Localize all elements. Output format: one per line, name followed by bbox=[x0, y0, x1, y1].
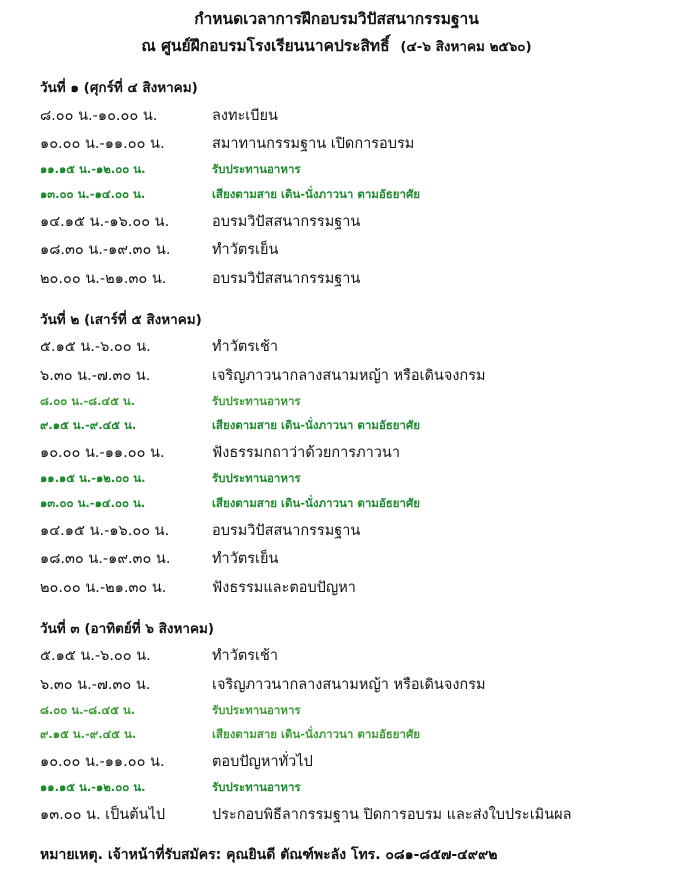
row-time: ๒๐.๐๐ น.-๒๑.๓๐ น. bbox=[40, 270, 167, 287]
row-time: ๕.๑๕ น.-๖.๐๐ น. bbox=[40, 339, 151, 356]
row-activity: เจริญภาวนากลางสนามหญ้า หรือเดินจงกรม bbox=[212, 676, 486, 693]
row-time: ๖.๓๐ น.-๗.๓๐ น. bbox=[40, 676, 151, 693]
schedule-row bbox=[40, 361, 673, 390]
schedule-row-meal bbox=[40, 390, 673, 415]
row-time: ๑๐.๐๐ น.-๑๑.๐๐ น. bbox=[40, 754, 165, 771]
schedule-row-meal bbox=[40, 723, 673, 748]
row-activity: ทำวัตรเช้า bbox=[212, 339, 278, 356]
schedule-row bbox=[40, 130, 673, 159]
row-time: ๑๑.๑๕ น.-๑๒.๐๐ น. bbox=[40, 471, 146, 486]
day-2-heading: วันที่ ๒ (เสาร์ที่ ๕ สิงหาคม) bbox=[40, 311, 202, 328]
title-date-range: (๔-๖ สิงหาคม ๒๕๖๐) bbox=[400, 39, 532, 55]
day-1-heading: วันที่ ๑ (ศุกร์ที่ ๔ สิงหาคม) bbox=[40, 80, 198, 96]
day-3-heading: วันที่ ๓ (อาทิตย์ที่ ๖ สิงหาคม) bbox=[40, 620, 215, 637]
row-activity: เสียงตามสาย เดิน-นั่งภาวนา ตามอัธยาศัย bbox=[212, 186, 421, 201]
row-time: ๑๔.๑๕ น.-๑๖.๐๐ น. bbox=[40, 522, 170, 539]
schedule-row bbox=[40, 573, 673, 602]
row-time: ๙.๑๕ น.-๙.๔๕ น. bbox=[40, 418, 137, 433]
schedule-row-meal bbox=[40, 467, 673, 492]
row-activity: ตอบปัญหาทั่วไป bbox=[212, 754, 313, 771]
schedule-row-meal bbox=[40, 183, 673, 208]
schedule-row-meal bbox=[40, 699, 673, 724]
schedule-row bbox=[40, 264, 673, 293]
row-activity: อบรมวิปัสสนากรรมฐาน bbox=[212, 213, 361, 230]
row-activity: ฟังธรรมกถาว่าด้วยการภาวนา bbox=[212, 445, 400, 462]
schedule-row-meal bbox=[40, 414, 673, 439]
day-2-section bbox=[40, 307, 673, 602]
row-activity: รับประทานอาหาร bbox=[212, 702, 301, 717]
schedule-row bbox=[40, 333, 673, 362]
row-activity: เสียงตามสาย เดิน-นั่งภาวนา ตามอัธยาศัย bbox=[212, 495, 421, 510]
schedule-row bbox=[40, 642, 673, 671]
schedule-row bbox=[40, 748, 673, 777]
row-activity: ทำวัตรเย็น bbox=[212, 242, 279, 259]
title-line-2 bbox=[0, 33, 673, 61]
row-time: ๑๘.๓๐ น.-๑๙.๓๐ น. bbox=[40, 551, 171, 568]
row-time: ๑๓.๐๐ น. เป็นต้นไป bbox=[40, 807, 166, 824]
footer-note: หมายเหตุ. เจ้าหน้าที่รับสมัคร: คุณยินดี ตัณฑ์พะลัง โทร. ๐๘๑-๘๕๗-๔๙๙๒ bbox=[40, 847, 498, 863]
title-line-1: กำหนดเวลาการฝึกอบรมวิปัสสนากรรมฐาน bbox=[194, 10, 479, 28]
row-time: ๑๓.๐๐ น.-๑๔.๐๐ น. bbox=[40, 495, 146, 510]
schedule-row bbox=[40, 670, 673, 699]
schedule-row bbox=[40, 207, 673, 236]
title-venue: ณ ศูนย์ฝึกอบรมโรงเรียนนาคประสิทธิ์ bbox=[141, 37, 390, 55]
row-time: ๑๘.๓๐ น.-๑๙.๓๐ น. bbox=[40, 242, 171, 259]
day-3-section bbox=[40, 616, 673, 830]
row-activity: เจริญภาวนากลางสนามหญ้า หรือเดินจงกรม bbox=[212, 367, 486, 384]
row-time: ๑๑.๑๕ น.-๑๒.๐๐ น. bbox=[40, 780, 146, 795]
row-activity: ทำวัตรเช้า bbox=[212, 648, 278, 665]
row-activity: รับประทานอาหาร bbox=[212, 393, 301, 408]
day-1-section bbox=[40, 75, 673, 293]
row-time: ๖.๓๐ น.-๗.๓๐ น. bbox=[40, 367, 151, 384]
row-time: ๑๐.๐๐ น.-๑๑.๐๐ น. bbox=[40, 445, 165, 462]
row-activity: ทำวัตรเย็น bbox=[212, 551, 279, 568]
schedule-row bbox=[40, 101, 673, 130]
row-time: ๘.๐๐ น.-๘.๔๕ น. bbox=[40, 702, 136, 717]
row-activity: เสียงตามสาย เดิน-นั่งภาวนา ตามอัธยาศัย bbox=[212, 418, 421, 433]
row-time: ๘.๐๐ น.-๘.๔๕ น. bbox=[40, 393, 136, 408]
row-activity: ฟังธรรมและตอบปัญหา bbox=[212, 579, 356, 596]
row-time: ๑๐.๐๐ น.-๑๑.๐๐ น. bbox=[40, 136, 165, 153]
schedule-row-meal bbox=[40, 492, 673, 517]
row-activity: รับประทานอาหาร bbox=[212, 162, 301, 177]
row-time: ๙.๑๕ น.-๙.๔๕ น. bbox=[40, 727, 137, 742]
row-activity: อบรมวิปัสสนากรรมฐาน bbox=[212, 522, 361, 539]
page-title bbox=[0, 6, 673, 61]
row-time: ๑๑.๑๕ น.-๑๒.๐๐ น. bbox=[40, 162, 146, 177]
row-time: ๑๓.๐๐ น.-๑๔.๐๐ น. bbox=[40, 186, 146, 201]
row-activity: เสียงตามสาย เดิน-นั่งภาวนา ตามอัธยาศัย bbox=[212, 727, 421, 742]
row-time: ๒๐.๐๐ น.-๒๑.๓๐ น. bbox=[40, 579, 167, 596]
schedule-row bbox=[40, 801, 673, 830]
row-activity: ประกอบพิธีลากรรมฐาน ปิดการอบรม และส่งใบประเมินผล bbox=[212, 807, 572, 824]
row-time: ๕.๑๕ น.-๖.๐๐ น. bbox=[40, 648, 151, 665]
schedule-row bbox=[40, 545, 673, 574]
row-time: ๑๔.๑๕ น.-๑๖.๐๐ น. bbox=[40, 213, 170, 230]
row-activity: สมาทานกรรมฐาน เปิดการอบรม bbox=[212, 136, 415, 153]
row-time: ๘.๐๐ น.-๑๐.๐๐ น. bbox=[40, 107, 158, 124]
row-activity: รับประทานอาหาร bbox=[212, 471, 301, 486]
schedule-row bbox=[40, 516, 673, 545]
schedule-row-meal bbox=[40, 158, 673, 183]
schedule-row bbox=[40, 439, 673, 468]
schedule-row bbox=[40, 236, 673, 265]
schedule-row-meal bbox=[40, 776, 673, 801]
row-activity: รับประทานอาหาร bbox=[212, 780, 301, 795]
row-activity: อบรมวิปัสสนากรรมฐาน bbox=[212, 270, 361, 287]
row-activity: ลงทะเบียน bbox=[212, 107, 278, 124]
